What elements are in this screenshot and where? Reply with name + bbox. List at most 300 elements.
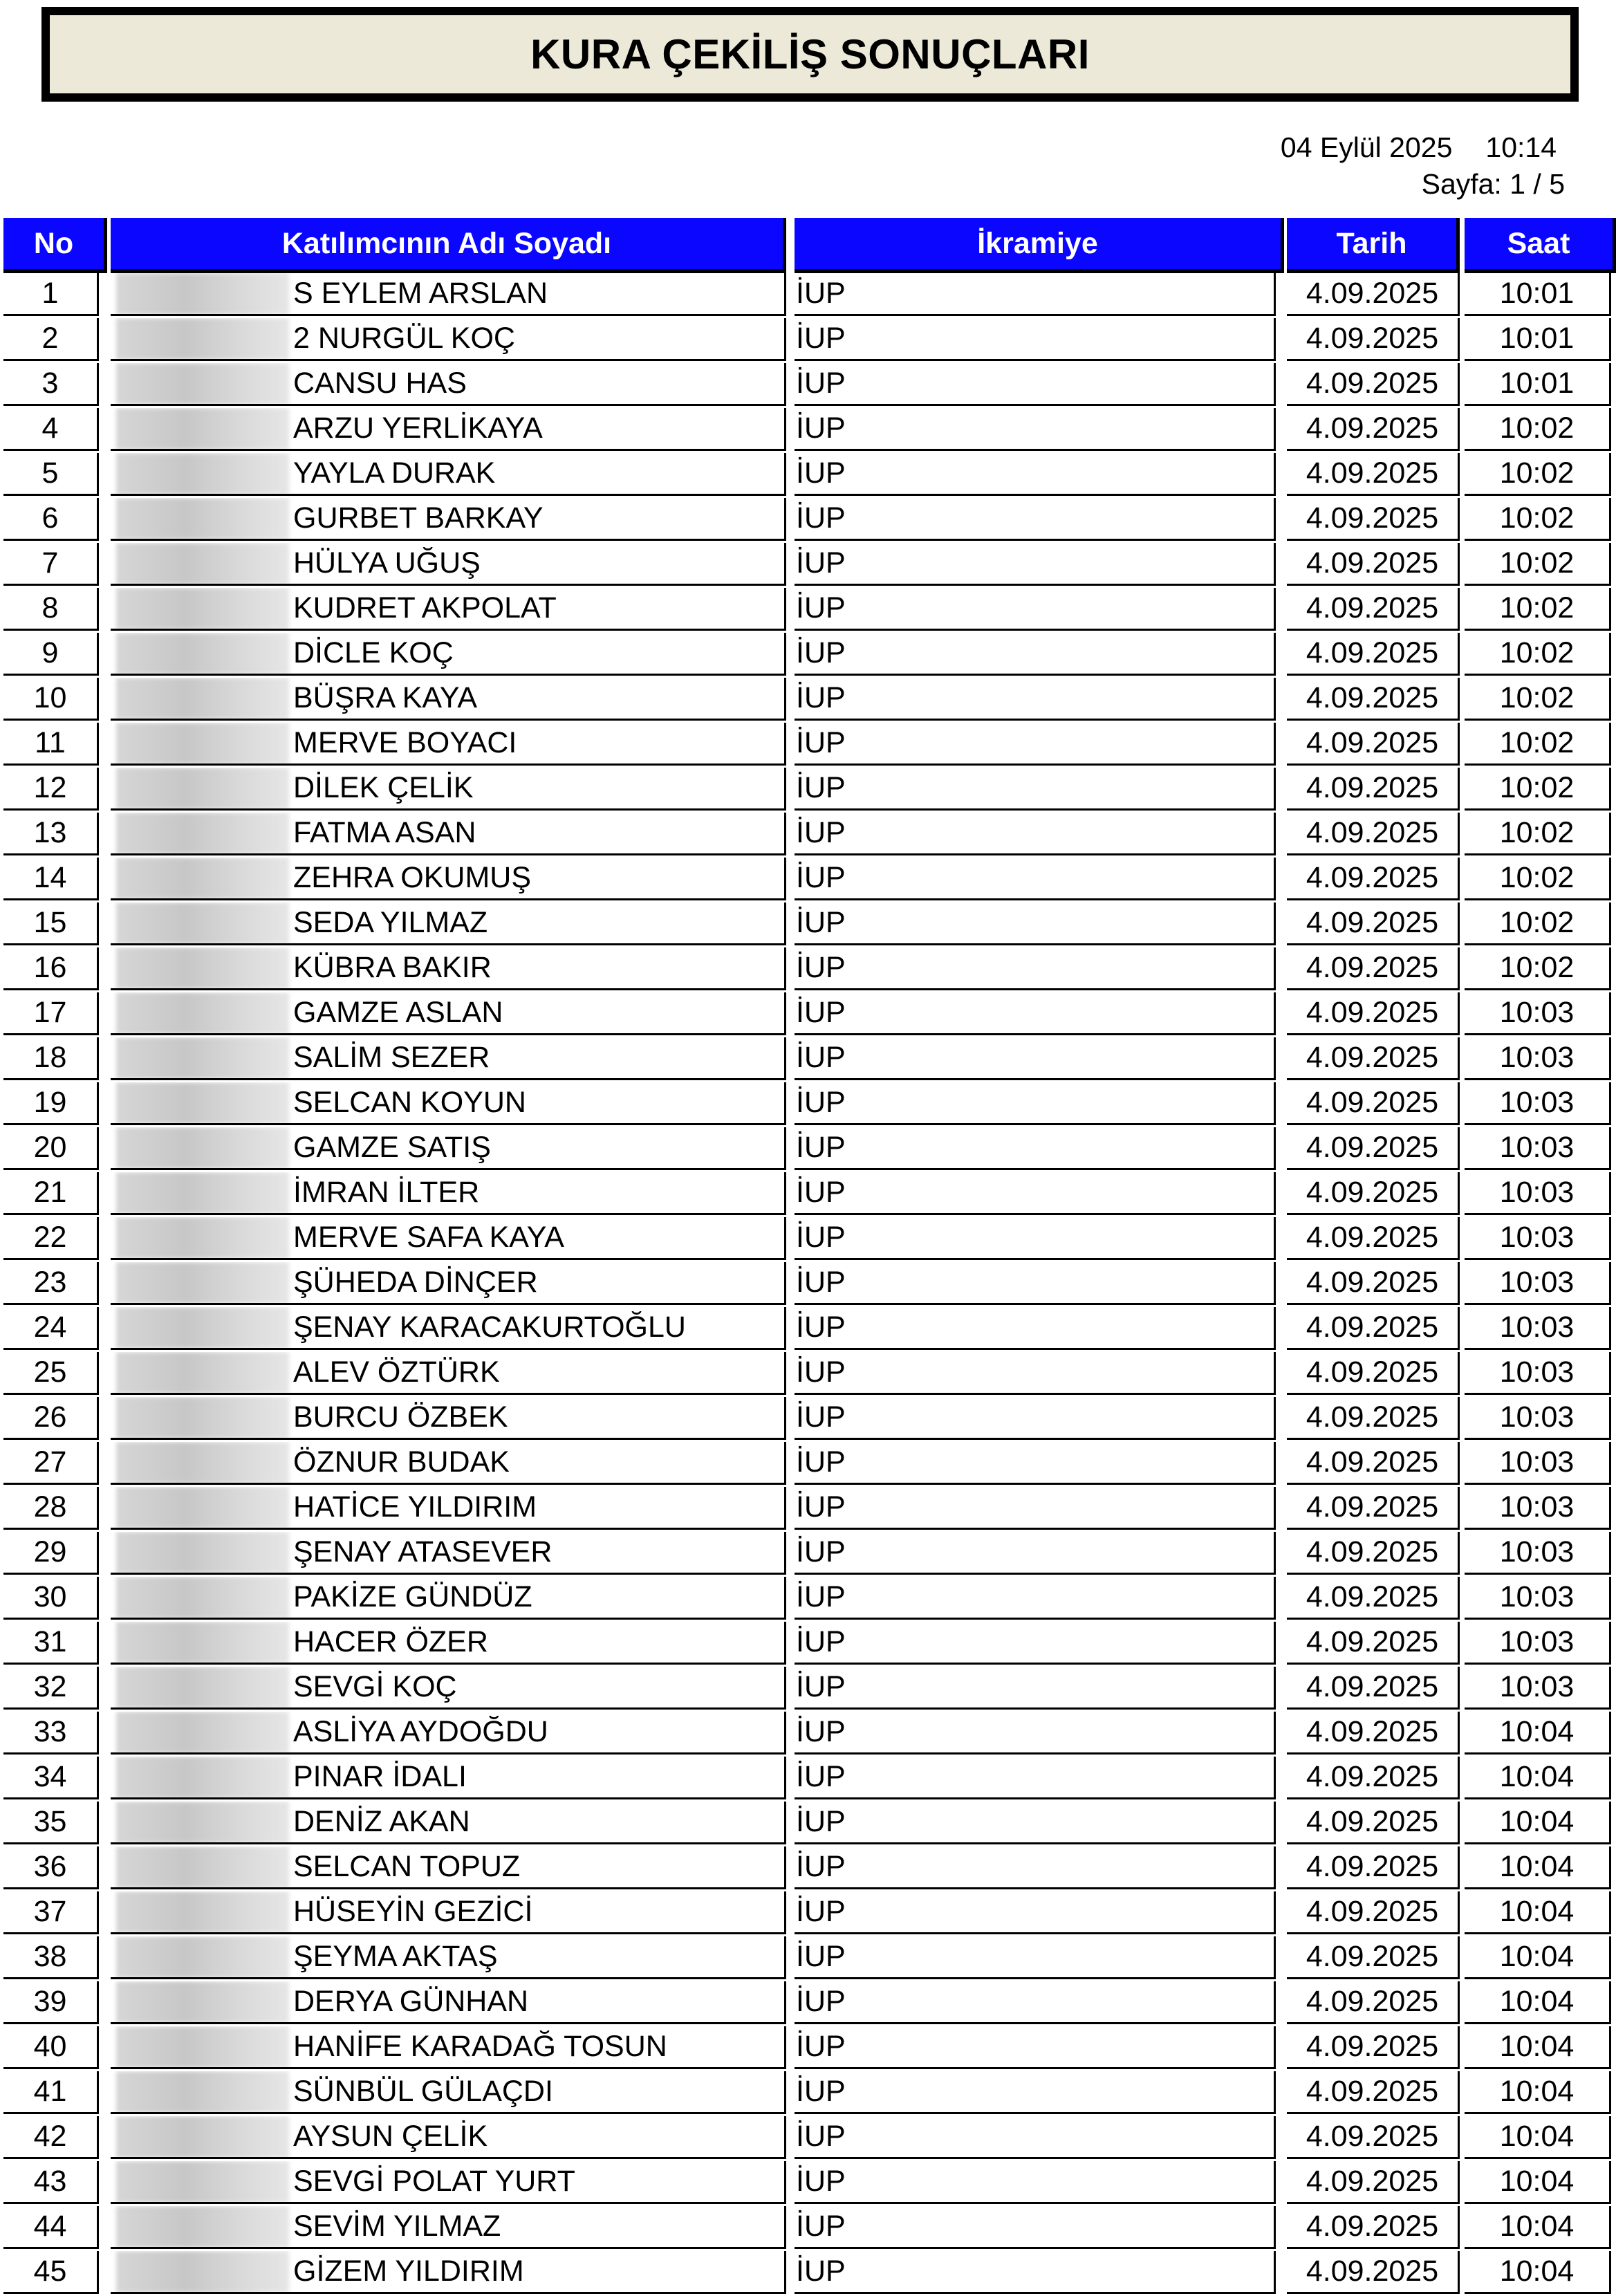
participant-name-cell [111, 2161, 786, 2204]
participant-name: İMRAN İLTER [293, 1176, 480, 1209]
draw-date: 4.09.2025 [1287, 543, 1460, 586]
draw-time: 10:04 [1465, 2161, 1611, 2204]
draw-date: 4.09.2025 [1287, 1712, 1460, 1755]
row-number: 34 [3, 1757, 99, 1799]
redacted-id-blur [116, 543, 289, 584]
participant-name: FATMA ASAN [293, 816, 476, 849]
participant-name: ZEHRA OKUMUŞ [293, 861, 532, 894]
row-number: 11 [3, 723, 99, 766]
draw-time: 10:03 [1465, 992, 1611, 1035]
redacted-id-blur [116, 678, 289, 719]
participant-name: BURCU ÖZBEK [293, 1400, 508, 1434]
draw-date: 4.09.2025 [1287, 1936, 1460, 1979]
draw-time: 10:02 [1465, 723, 1611, 766]
draw-date: 4.09.2025 [1287, 1217, 1460, 1260]
table-row [0, 902, 1616, 947]
table-row [0, 363, 1616, 408]
redacted-id-blur [116, 947, 289, 989]
row-number: 35 [3, 1802, 99, 1844]
prize: İUP [795, 1352, 1276, 1395]
participant-name: CANSU HAS [293, 367, 467, 400]
redacted-id-blur [116, 318, 289, 360]
draw-time: 10:02 [1465, 902, 1611, 945]
table-row [0, 1622, 1616, 1667]
participant-name-cell [111, 947, 786, 990]
redacted-id-blur [116, 2251, 289, 2293]
participant-name-cell [111, 1352, 786, 1395]
prize: İUP [795, 453, 1276, 496]
draw-time: 10:03 [1465, 1262, 1611, 1305]
draw-date: 4.09.2025 [1287, 1622, 1460, 1665]
draw-time: 10:02 [1465, 588, 1611, 631]
table-row [0, 858, 1616, 902]
draw-date: 4.09.2025 [1287, 633, 1460, 676]
participant-name-cell [111, 723, 786, 766]
table-row [0, 273, 1616, 318]
participant-name-cell [111, 1936, 786, 1979]
participant-name: HACER ÖZER [293, 1625, 488, 1658]
participant-name: ŞEYMA AKTAŞ [293, 1940, 498, 1973]
prize: İUP [795, 1397, 1276, 1440]
draw-date: 4.09.2025 [1287, 1802, 1460, 1844]
table-row [0, 1532, 1616, 1577]
draw-date: 4.09.2025 [1287, 992, 1460, 1035]
participant-name: AYSUN ÇELİK [293, 2120, 488, 2153]
participant-name: SEDA YILMAZ [293, 906, 488, 939]
redacted-id-blur [116, 1487, 289, 1528]
participant-name-cell [111, 1846, 786, 1889]
table-row [0, 1217, 1616, 1262]
draw-time: 10:01 [1465, 273, 1611, 316]
participant-name: SEVGİ KOÇ [293, 1670, 457, 1703]
row-number: 27 [3, 1442, 99, 1485]
draw-date: 4.09.2025 [1287, 723, 1460, 766]
participant-name-cell [111, 1397, 786, 1440]
table-row [0, 2161, 1616, 2206]
draw-date: 4.09.2025 [1287, 902, 1460, 945]
prize: İUP [795, 858, 1276, 900]
row-number: 36 [3, 1846, 99, 1889]
row-number: 17 [3, 992, 99, 1035]
draw-time: 10:03 [1465, 1577, 1611, 1620]
redacted-id-blur [116, 2161, 289, 2203]
participant-name: GİZEM YILDIRIM [293, 2255, 524, 2288]
redacted-id-blur [116, 2116, 289, 2158]
prize: İUP [795, 947, 1276, 990]
participant-name: DİLEK ÇELİK [293, 771, 474, 804]
redacted-id-blur [116, 2071, 289, 2113]
participant-name-cell [111, 1712, 786, 1755]
redacted-id-blur [116, 1172, 289, 1214]
participant-name-cell [111, 2206, 786, 2249]
table-row [0, 678, 1616, 723]
prize: İUP [795, 1802, 1276, 1844]
row-number: 5 [3, 453, 99, 496]
redacted-id-blur [116, 1802, 289, 1843]
draw-date: 4.09.2025 [1287, 588, 1460, 631]
table-row [0, 498, 1616, 543]
participant-name-cell [111, 2026, 786, 2069]
row-number: 38 [3, 1936, 99, 1979]
table-row [0, 1487, 1616, 1532]
table-row [0, 1712, 1616, 1757]
column-header-prize: İkramiye [795, 218, 1284, 273]
draw-date: 4.09.2025 [1287, 678, 1460, 721]
column-header-date: Tarih [1287, 218, 1460, 273]
table-row [0, 1802, 1616, 1846]
participant-name-cell [111, 1802, 786, 1844]
draw-time: 10:03 [1465, 1082, 1611, 1125]
draw-time: 10:02 [1465, 768, 1611, 811]
redacted-id-blur [116, 1891, 289, 1933]
prize: İUP [795, 1442, 1276, 1485]
redacted-id-blur [116, 1622, 289, 1663]
redacted-id-blur [116, 1667, 289, 1708]
draw-time: 10:02 [1465, 498, 1611, 541]
row-number: 26 [3, 1397, 99, 1440]
draw-time: 10:04 [1465, 2116, 1611, 2159]
draw-date: 4.09.2025 [1287, 1981, 1460, 2024]
participant-name-cell [111, 1622, 786, 1665]
draw-date: 4.09.2025 [1287, 1352, 1460, 1395]
participant-name-cell [111, 768, 786, 811]
participant-name: DERYA GÜNHAN [293, 1985, 529, 2018]
row-number: 39 [3, 1981, 99, 2024]
table-row [0, 318, 1616, 363]
redacted-id-blur [116, 992, 289, 1034]
prize: İUP [795, 1217, 1276, 1260]
draw-time: 10:04 [1465, 2026, 1611, 2069]
participant-name: 2 NURGÜL KOÇ [293, 322, 515, 355]
row-number: 2 [3, 318, 99, 361]
participant-name: BÜŞRA KAYA [293, 681, 478, 714]
table-row [0, 543, 1616, 588]
participant-name-cell [111, 2071, 786, 2114]
prize: İUP [795, 498, 1276, 541]
row-number: 7 [3, 543, 99, 586]
draw-time: 10:04 [1465, 1712, 1611, 1755]
redacted-id-blur [116, 723, 289, 764]
participant-name-cell [111, 1082, 786, 1125]
participant-name-cell [111, 633, 786, 676]
draw-date: 4.09.2025 [1287, 453, 1460, 496]
draw-date: 4.09.2025 [1287, 1262, 1460, 1305]
row-number: 45 [3, 2251, 99, 2294]
prize: İUP [795, 1307, 1276, 1350]
draw-date: 4.09.2025 [1287, 1846, 1460, 1889]
draw-time: 10:02 [1465, 678, 1611, 721]
draw-date: 4.09.2025 [1287, 273, 1460, 316]
participant-name-cell [111, 408, 786, 451]
prize: İUP [795, 588, 1276, 631]
redacted-id-blur [116, 1936, 289, 1978]
redacted-id-blur [116, 453, 289, 494]
table-row [0, 633, 1616, 678]
row-number: 37 [3, 1891, 99, 1934]
prize: İUP [795, 2026, 1276, 2069]
participant-name: HANİFE KARADAĞ TOSUN [293, 2030, 667, 2063]
redacted-id-blur [116, 1127, 289, 1169]
draw-time: 10:04 [1465, 2206, 1611, 2249]
draw-date: 4.09.2025 [1287, 1307, 1460, 1350]
redacted-id-blur [116, 363, 289, 405]
row-number: 25 [3, 1352, 99, 1395]
participant-name: GAMZE ASLAN [293, 996, 503, 1029]
table-row [0, 1037, 1616, 1082]
participant-name: SALİM SEZER [293, 1041, 490, 1074]
redacted-id-blur [116, 1846, 289, 1888]
prize: İUP [795, 1487, 1276, 1530]
participant-name-cell [111, 678, 786, 721]
draw-time: 10:03 [1465, 1307, 1611, 1350]
table-row [0, 1172, 1616, 1217]
draw-time: 10:02 [1465, 858, 1611, 900]
draw-date: 4.09.2025 [1287, 2161, 1460, 2204]
draw-time: 10:03 [1465, 1352, 1611, 1395]
prize: İUP [795, 1532, 1276, 1575]
table-row [0, 1262, 1616, 1307]
participant-name-cell [111, 1981, 786, 2024]
redacted-id-blur [116, 1442, 289, 1483]
row-number: 41 [3, 2071, 99, 2114]
participant-name-cell [111, 1757, 786, 1799]
table-row [0, 2116, 1616, 2161]
redacted-id-blur [116, 1262, 289, 1304]
participant-name: KÜBRA BAKIR [293, 951, 492, 984]
participant-name-cell [111, 1577, 786, 1620]
row-number: 42 [3, 2116, 99, 2159]
redacted-id-blur [116, 498, 289, 539]
draw-time: 10:02 [1465, 543, 1611, 586]
participant-name: MERVE BOYACI [293, 726, 517, 759]
table-row [0, 992, 1616, 1037]
table-row [0, 1082, 1616, 1127]
row-number: 4 [3, 408, 99, 451]
draw-time: 10:03 [1465, 1442, 1611, 1485]
row-number: 33 [3, 1712, 99, 1755]
table-row [0, 723, 1616, 768]
table-row [0, 408, 1616, 453]
participant-name: S EYLEM ARSLAN [293, 277, 548, 310]
page-indicator: Sayfa: 1 / 5 [1421, 168, 1565, 200]
table-row [0, 1846, 1616, 1891]
participant-name-cell [111, 1217, 786, 1260]
participant-name-cell [111, 1442, 786, 1485]
draw-date: 4.09.2025 [1287, 363, 1460, 406]
prize: İUP [795, 1622, 1276, 1665]
draw-time: 10:04 [1465, 2071, 1611, 2114]
draw-time: 10:02 [1465, 633, 1611, 676]
column-header-name: Katılımcının Adı Soyadı [111, 218, 786, 273]
redacted-id-blur [116, 1217, 289, 1259]
participant-name-cell [111, 992, 786, 1035]
prize: İUP [795, 633, 1276, 676]
draw-time: 10:04 [1465, 2251, 1611, 2294]
table-row [0, 2026, 1616, 2071]
prize: İUP [795, 2161, 1276, 2204]
row-number: 29 [3, 1532, 99, 1575]
draw-time: 10:03 [1465, 1217, 1611, 1260]
draw-time: 10:02 [1465, 813, 1611, 855]
redacted-id-blur [116, 1352, 289, 1394]
draw-time: 10:02 [1465, 453, 1611, 496]
draw-time: 10:03 [1465, 1127, 1611, 1170]
draw-time: 10:04 [1465, 1846, 1611, 1889]
prize: İUP [795, 768, 1276, 811]
redacted-id-blur [116, 902, 289, 944]
prize: İUP [795, 2116, 1276, 2159]
draw-date: 4.09.2025 [1287, 1757, 1460, 1799]
participant-name: ASLİYA AYDOĞDU [293, 1715, 548, 1748]
prize: İUP [795, 1981, 1276, 2024]
prize: İUP [795, 408, 1276, 451]
participant-name-cell [111, 318, 786, 361]
row-number: 24 [3, 1307, 99, 1350]
row-number: 3 [3, 363, 99, 406]
participant-name: ARZU YERLİKAYA [293, 411, 543, 445]
draw-time: 10:03 [1465, 1037, 1611, 1080]
draw-time: 10:01 [1465, 363, 1611, 406]
draw-time: 10:03 [1465, 1622, 1611, 1665]
title-box [41, 7, 1579, 102]
draw-date: 4.09.2025 [1287, 498, 1460, 541]
draw-date: 4.09.2025 [1287, 1082, 1460, 1125]
table-row [0, 768, 1616, 813]
participant-name: GAMZE SATIŞ [293, 1131, 491, 1164]
participant-name-cell [111, 1127, 786, 1170]
participant-name-cell [111, 453, 786, 496]
print-time: 10:14 [1485, 131, 1557, 163]
draw-date: 4.09.2025 [1287, 318, 1460, 361]
prize: İUP [795, 1082, 1276, 1125]
participant-name: DENİZ AKAN [293, 1805, 470, 1838]
table-row [0, 453, 1616, 498]
row-number: 40 [3, 2026, 99, 2069]
draw-date: 4.09.2025 [1287, 1397, 1460, 1440]
prize: İUP [795, 992, 1276, 1035]
prize: İUP [795, 1037, 1276, 1080]
row-number: 15 [3, 902, 99, 945]
row-number: 23 [3, 1262, 99, 1305]
participant-name: ALEV ÖZTÜRK [293, 1355, 500, 1389]
redacted-id-blur [116, 1712, 289, 1753]
participant-name-cell [111, 813, 786, 855]
row-number: 19 [3, 1082, 99, 1125]
prize: İUP [795, 1757, 1276, 1799]
redacted-id-blur [116, 633, 289, 674]
prize: İUP [795, 902, 1276, 945]
row-number: 31 [3, 1622, 99, 1665]
redacted-id-blur [116, 1397, 289, 1438]
redacted-id-blur [116, 273, 289, 315]
row-number: 8 [3, 588, 99, 631]
redacted-id-blur [116, 1981, 289, 2023]
table-row [0, 1352, 1616, 1397]
table-row [0, 2071, 1616, 2116]
draw-time: 10:04 [1465, 1936, 1611, 1979]
redacted-id-blur [116, 1082, 289, 1124]
participant-name: PAKİZE GÜNDÜZ [293, 1580, 532, 1613]
row-number: 1 [3, 273, 99, 316]
prize: İUP [795, 2251, 1276, 2294]
prize: İUP [795, 1262, 1276, 1305]
participant-name: SÜNBÜL GÜLAÇDI [293, 2075, 553, 2108]
participant-name: MERVE SAFA KAYA [293, 1221, 564, 1254]
draw-time: 10:03 [1465, 1532, 1611, 1575]
prize: İUP [795, 318, 1276, 361]
participant-name-cell [111, 858, 786, 900]
participant-name-cell [111, 2251, 786, 2294]
row-number: 9 [3, 633, 99, 676]
redacted-id-blur [116, 2026, 289, 2068]
participant-name: SEVGİ POLAT YURT [293, 2165, 575, 2198]
draw-date: 4.09.2025 [1287, 2251, 1460, 2294]
participant-name: HÜSEYİN GEZİCİ [293, 1895, 533, 1928]
row-number: 10 [3, 678, 99, 721]
row-number: 21 [3, 1172, 99, 1215]
prize: İUP [795, 1936, 1276, 1979]
prize: İUP [795, 1712, 1276, 1755]
participant-name: SEVİM YILMAZ [293, 2210, 501, 2243]
draw-time: 10:03 [1465, 1487, 1611, 1530]
draw-time: 10:02 [1465, 408, 1611, 451]
draw-date: 4.09.2025 [1287, 2026, 1460, 2069]
participant-name-cell [111, 498, 786, 541]
draw-date: 4.09.2025 [1287, 1532, 1460, 1575]
page-title: KURA ÇEKİLİŞ SONUÇLARI [530, 31, 1090, 77]
table-header [0, 218, 1616, 273]
participant-name: GURBET BARKAY [293, 501, 544, 535]
participant-name-cell [111, 1037, 786, 1080]
prize: İUP [795, 678, 1276, 721]
row-number: 44 [3, 2206, 99, 2249]
row-number: 13 [3, 813, 99, 855]
draw-date: 4.09.2025 [1287, 1891, 1460, 1934]
participant-name: SELCAN TOPUZ [293, 1850, 521, 1883]
prize: İUP [795, 363, 1276, 406]
draw-date: 4.09.2025 [1287, 947, 1460, 990]
draw-date: 4.09.2025 [1287, 858, 1460, 900]
prize: İUP [795, 273, 1276, 316]
draw-date: 4.09.2025 [1287, 2206, 1460, 2249]
column-header-time: Saat [1465, 218, 1616, 273]
results-table [0, 218, 1616, 2296]
draw-time: 10:04 [1465, 1981, 1611, 2024]
draw-time: 10:04 [1465, 1891, 1611, 1934]
draw-date: 4.09.2025 [1287, 768, 1460, 811]
print-date: 04 Eylül 2025 [1280, 131, 1453, 163]
row-number: 14 [3, 858, 99, 900]
participant-name-cell [111, 273, 786, 316]
participant-name: ŞENAY KARACAKURTOĞLU [293, 1311, 686, 1344]
column-header-no: No [3, 218, 107, 273]
participant-name: HÜLYA UĞUŞ [293, 546, 481, 580]
participant-name: SELCAN KOYUN [293, 1086, 526, 1119]
table-row [0, 1307, 1616, 1352]
table-row [0, 1981, 1616, 2026]
table-row [0, 1757, 1616, 1802]
redacted-id-blur [116, 408, 289, 450]
participant-name: ÖZNUR BUDAK [293, 1445, 510, 1479]
prize: İUP [795, 1846, 1276, 1889]
redacted-id-blur [116, 1532, 289, 1573]
table-body [0, 273, 1616, 2296]
row-number: 43 [3, 2161, 99, 2204]
row-number: 16 [3, 947, 99, 990]
table-row [0, 2251, 1616, 2296]
row-number: 6 [3, 498, 99, 541]
participant-name-cell [111, 1307, 786, 1350]
